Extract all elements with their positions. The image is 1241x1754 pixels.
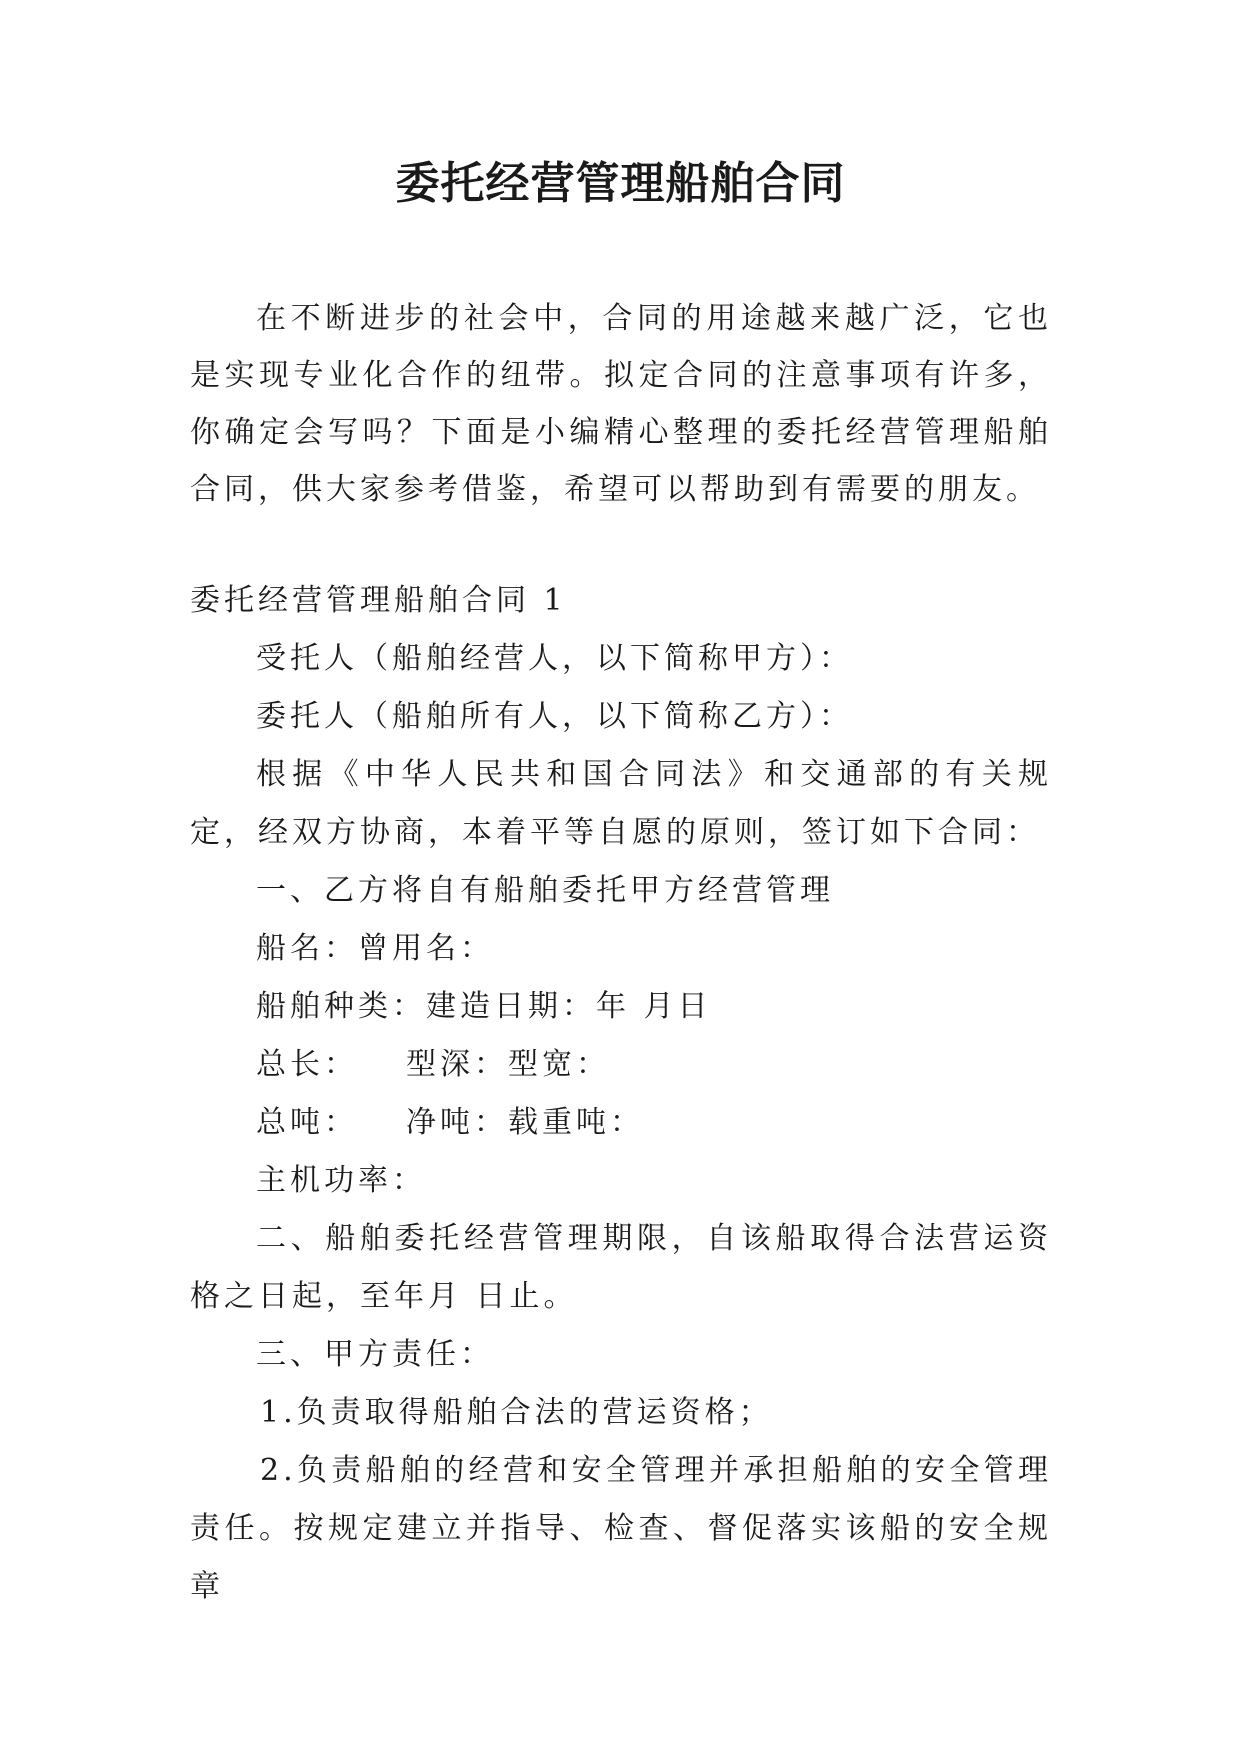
tonnage-row — [190, 1094, 1052, 1152]
intro-paragraph: 在不断进步的社会中，合同的用途越来越广泛，它也是实现专业化合作的纽带。拟定合同的注意事项有许多，你确定会写吗？下面是小编精心整理的委托经营管理船舶合同，供大家参考借鉴，希望可以帮助到有需要的朋友。 — [190, 301, 1052, 507]
gross-ton-label: 总吨： — [256, 1105, 358, 1140]
basis-paragraph: 根据《中华人民共和国合同法》和交通部的有关规定，经双方协商，本着平等自愿的原则，签订如下合同： — [190, 757, 1052, 850]
length-label: 总长： — [256, 1047, 358, 1082]
trustee-line: 受托人（船舶经营人，以下简称甲方）： — [256, 641, 853, 676]
document-body — [190, 290, 1052, 1616]
trustor-line: 委托人（船舶所有人，以下简称乙方）： — [256, 699, 853, 734]
section-title: 委托经营管理船舶合同 1 — [190, 583, 567, 618]
engine-power-row: 主机功率： — [256, 1163, 426, 1198]
clause-3: 三、甲方责任： — [256, 1337, 494, 1372]
depth-width-label: 型深：型宽： — [406, 1047, 610, 1082]
net-ton-label: 净吨：载重吨： — [406, 1105, 644, 1140]
clause-2: 二、船舶委托经营管理期限，自该船取得合法营运资格之日起，至年月 日止。 — [190, 1221, 1052, 1314]
dimensions-row — [190, 1036, 1052, 1094]
clause-1: 一、乙方将自有船舶委托甲方经营管理 — [256, 873, 834, 908]
document-title: 委托经营管理船舶合同 — [395, 158, 846, 209]
ship-name-row: 船名：曾用名： — [256, 931, 494, 966]
ship-type-row: 船舶种类：建造日期：年 月日 — [256, 989, 712, 1024]
item-1: 1.负责取得船舶合法的营运资格； — [260, 1395, 773, 1430]
item-2: 2.负责船舶的经营和安全管理并承担船舶的安全管理责任。按规定建立并指导、检查、督促落实该船的安全规章 — [190, 1453, 1052, 1604]
